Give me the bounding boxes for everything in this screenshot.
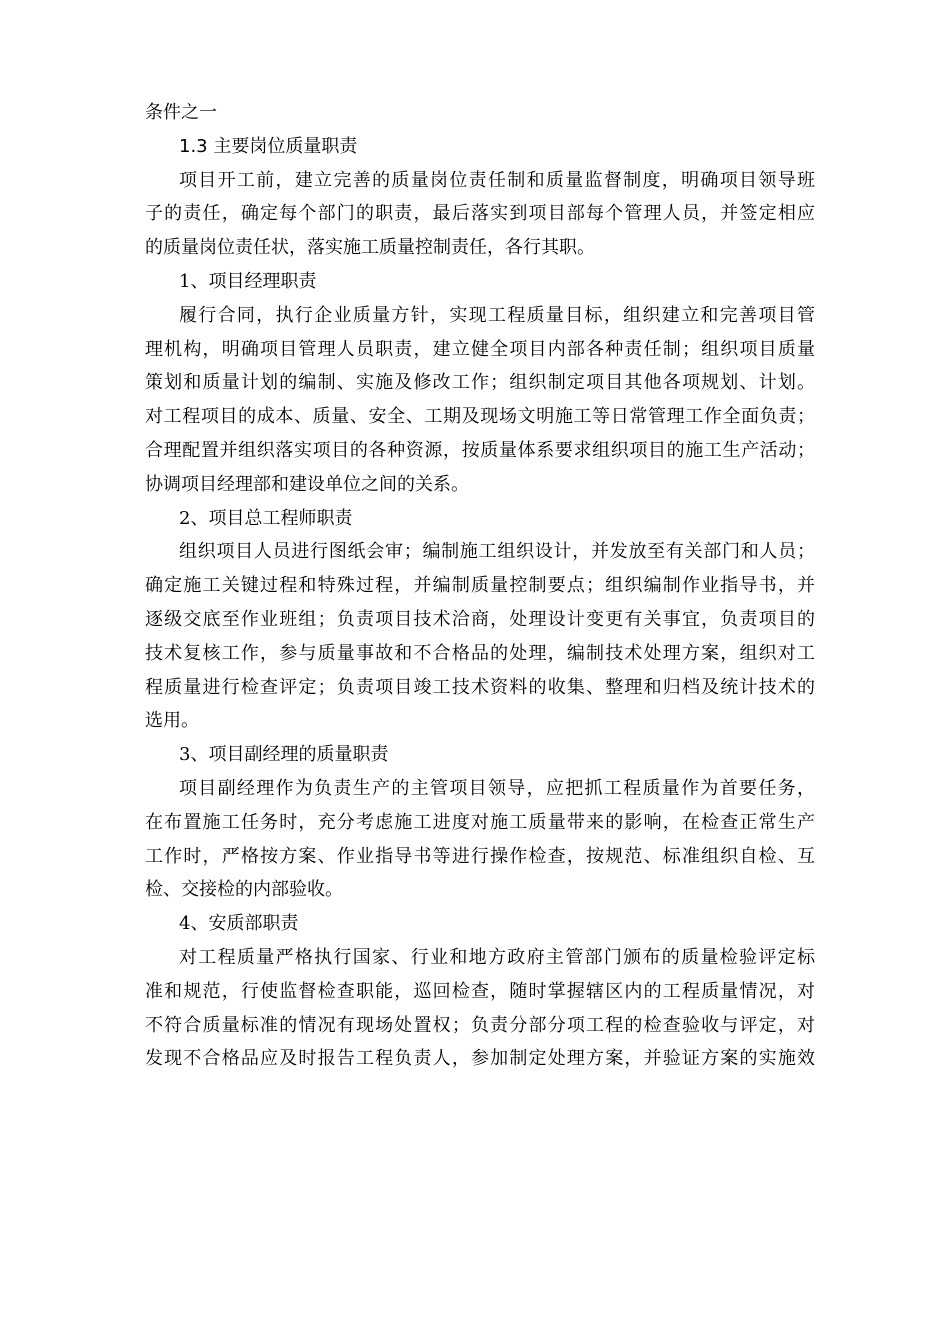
paragraph-line: 组织项目人员进行图纸会审；编制施工组织设计，并发放至有关部门和人员； [179, 541, 815, 563]
paragraph-line: 选用。 [145, 710, 199, 732]
paragraph-line: 发现不合格品应及时报告工程负责人，参加制定处理方案，并验证方案的实施效 [145, 1048, 815, 1070]
paragraph-line: 逐级交底至作业班组；负责项目技术洽商，处理设计变更有关事宜，负责项目的 [145, 608, 815, 630]
paragraph-line: 履行合同，执行企业质量方针，实现工程质量目标，组织建立和完善项目管 [179, 304, 815, 326]
paragraph-line: 协调项目经理部和建设单位之间的关系。 [145, 473, 469, 495]
paragraph-line: 准和规范，行使监督检查职能，巡回检查，随时掌握辖区内的工程质量情况，对 [145, 980, 815, 1002]
paragraph-line: 策划和质量计划的编制、实施及修改工作；组织制定项目其他各项规划、计划。 [145, 372, 815, 394]
subsection-heading: 1、项目经理职责 [179, 270, 317, 292]
paragraph-line: 确定施工关键过程和特殊过程，并编制质量控制要点；组织编制作业指导书，并 [145, 575, 815, 597]
paragraph-line: 工作时，严格按方案、作业指导书等进行操作检查，按规范、标准组织自检、互 [145, 845, 815, 867]
text-line: 条件之一 [145, 102, 217, 123]
subsection-heading: 3、项目副经理的质量职责 [179, 744, 389, 766]
paragraph-line: 程质量进行检查评定；负责项目竣工技术资料的收集、整理和归档及统计技术的 [145, 676, 815, 698]
paragraph-line: 的质量岗位责任状，落实施工质量控制责任，各行其职。 [145, 237, 595, 259]
paragraph-line: 项目副经理作为负责生产的主管项目领导，应把抓工程质量作为首要任务， [179, 777, 815, 799]
paragraph-line: 不符合质量标准的情况有现场处置权；负责分部分项工程的检查验收与评定，对 [145, 1014, 815, 1036]
paragraph-line: 合理配置并组织落实项目的各种资源，按质量体系要求组织项目的施工生产活动； [145, 439, 815, 461]
document-body [145, 96, 815, 1076]
paragraph-line: 检、交接检的内部验收。 [145, 879, 343, 901]
paragraph-line: 理机构，明确项目管理人员职责，建立健全项目内部各种责任制；组织项目质量 [145, 338, 815, 360]
paragraph-line: 对工程项目的成本、质量、安全、工期及现场文明施工等日常管理工作全面负责； [145, 406, 815, 428]
paragraph-line: 在布置施工任务时，充分考虑施工进度对施工质量带来的影响，在检查正常生产 [145, 811, 815, 833]
subsection-heading: 4、安质部职责 [179, 913, 299, 935]
paragraph-line: 对工程质量严格执行国家、行业和地方政府主管部门颁布的质量检验评定标 [179, 946, 815, 968]
section-heading: 1.3 主要岗位质量职责 [179, 135, 358, 157]
paragraph-line: 技术复核工作，参与质量事故和不合格品的处理，编制技术处理方案，组织对工 [145, 642, 815, 664]
paragraph-line: 子的责任，确定每个部门的职责，最后落实到项目部每个管理人员，并签定相应 [145, 203, 815, 225]
paragraph-line: 项目开工前，建立完善的质量岗位责任制和质量监督制度，明确项目领导班 [179, 169, 815, 191]
subsection-heading: 2、项目总工程师职责 [179, 507, 353, 529]
